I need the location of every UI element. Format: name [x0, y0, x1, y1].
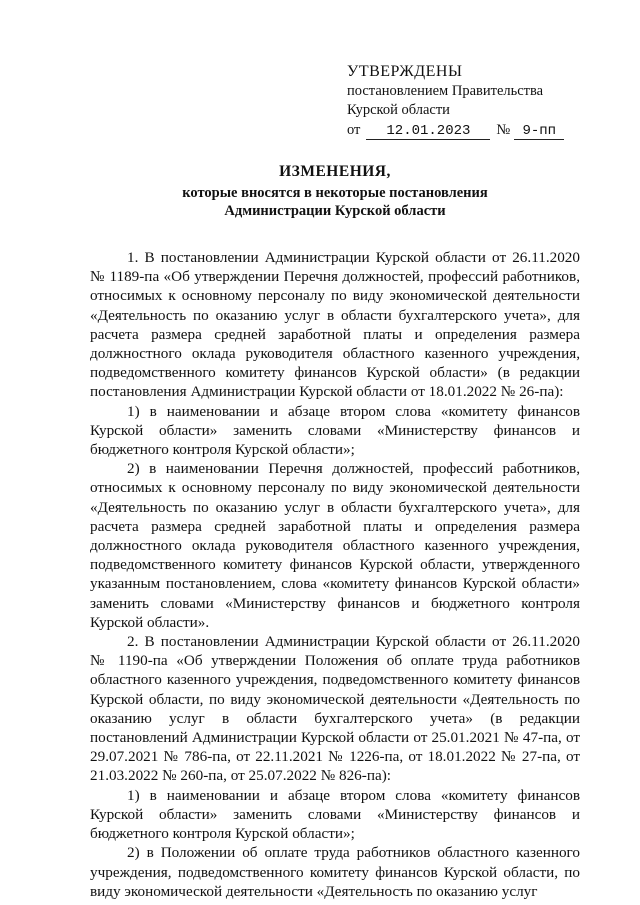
approval-line-1: постановлением Правительства: [347, 82, 544, 99]
approval-title: УТВЕРЖДЕНЫ: [347, 63, 463, 80]
document-body: [90, 248, 580, 901]
paragraph: 1. В постановлении Администрации Курской области от 26.11.2020 № 1189-па «Об утверждении Перечня должностей, профессий работников, относимых к основному персоналу по виду экономической деятельности «Деятельность по оказанию услуг в области бухгалтерского учета», для расчета размера средней заработной платы и определения размера должностного оклада руководителя областного казенного учреждения, подведомственного комитету финансов Курской области» (в редакции постановления Администрации Курской области от 18.01.2022 № 26-па):: [90, 249, 580, 401]
number-prefix: №: [496, 121, 511, 138]
paragraph: 1) в наименовании и абзаце втором слова «комитету финансов Курской области» заменить словами «Министерству финансов и бюджетного контроля Курской области»;: [90, 402, 580, 459]
document-title: ИЗМЕНЕНИЯ,: [279, 163, 391, 180]
approval-date: 12.01.2023: [366, 123, 490, 140]
paragraph: 2) в наименовании Перечня должностей, профессий работников, относимых к основному персоналу по виду экономической деятельности «Деятельность по оказанию услуг в области бухгалтерского учета», для расчета размера средней заработной платы и определения размера должностного оклада руководителя областного казенного учреждения, подведомственного комитету финансов Курской области, утвержденного указанным постановлением, слова «комитету финансов Курской области» заменить словами «Министерству финансов и бюджетного контроля Курской области».: [90, 460, 580, 631]
approval-number: 9-пп: [514, 123, 564, 140]
approval-line-2: Курской области: [347, 102, 450, 118]
subtitle-line-1: которые вносятся в некоторые постановления: [182, 185, 488, 201]
date-prefix: от: [347, 121, 361, 138]
document-subtitle: [90, 184, 580, 220]
subtitle-line-2: Администрации Курской области: [224, 203, 446, 219]
approval-date-row: [347, 121, 564, 141]
paragraph: 2. В постановлении Администрации Курской области от 26.11.2020 № 1190-па «Об утверждении Положения об оплате труда работников областного казенного учреждения, подведомственного комитету финансов Курской области, по виду экономической деятельности «Деятельность по оказанию услуг в области бухгалтерского учета» (в редакции постановлений Администрации Курской области от 25.01.2021 № 47-па, от 29.07.2021 № 786-па, от 22.11.2021 № 1226-па, от 18.01.2022 № 27-па, от 21.03.2022 № 260-па, от 25.07.2022 № 826-па):: [90, 633, 580, 785]
paragraph: 2) в Положении об оплате труда работников областного казенного учреждения, подведомственного комитету финансов Курской области, по виду экономической деятельности «Деятельность по оказанию услуг: [90, 844, 580, 900]
approval-block: [347, 62, 564, 140]
paragraph: 1) в наименовании и абзаце втором слова «комитету финансов Курской области» заменить словами «Министерству финансов и бюджетного контроля Курской области»;: [90, 786, 580, 843]
